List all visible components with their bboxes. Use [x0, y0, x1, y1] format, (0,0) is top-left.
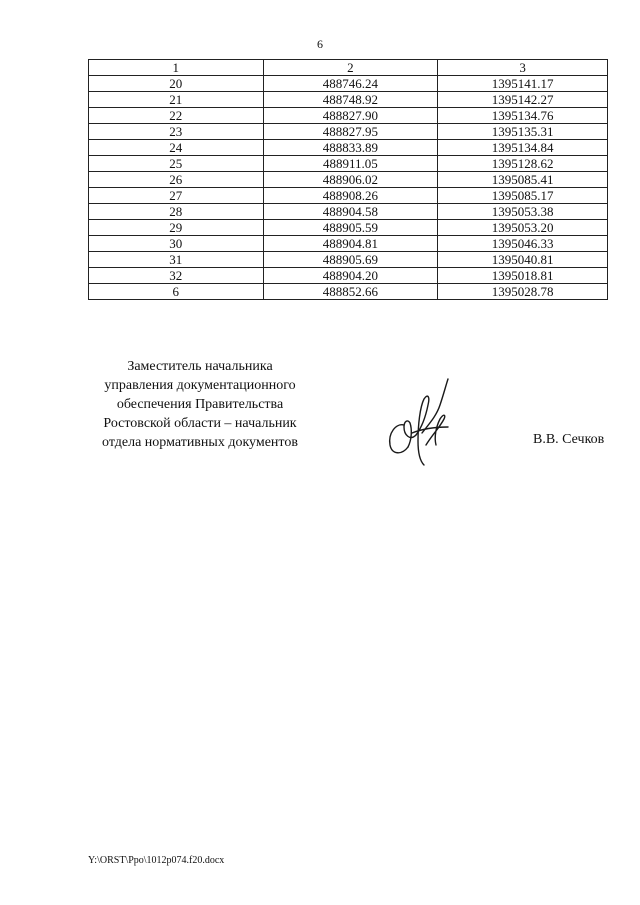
table-cell: 20 [89, 76, 264, 92]
table-cell: 29 [89, 220, 264, 236]
table-cell: 488746.24 [263, 76, 438, 92]
table-cell: 32 [89, 268, 264, 284]
table-cell: 24 [89, 140, 264, 156]
table-cell: 23 [89, 124, 264, 140]
position-title-line: Ростовской области – начальник [103, 416, 297, 431]
table-cell: 27 [89, 188, 264, 204]
table-cell: 1395135.31 [438, 124, 608, 140]
table-cell: 488827.90 [263, 108, 438, 124]
table-cell: 488852.66 [263, 284, 438, 300]
table-row [89, 76, 608, 92]
position-title [90, 357, 310, 452]
table-cell: 1395134.84 [438, 140, 608, 156]
table-cell: 488905.69 [263, 252, 438, 268]
table-cell: 488908.26 [263, 188, 438, 204]
table-cell: 488911.05 [263, 156, 438, 172]
table-cell: 488906.02 [263, 172, 438, 188]
handwritten-signature [382, 375, 462, 470]
position-title-line: отдела нормативных документов [102, 435, 298, 450]
table-cell: 31 [89, 252, 264, 268]
signature-block [90, 357, 310, 452]
table-cell: 1395141.17 [438, 76, 608, 92]
table-cell: 488827.95 [263, 124, 438, 140]
table-cell: 1395018.81 [438, 268, 608, 284]
table-row [89, 252, 608, 268]
table-cell: 488833.89 [263, 140, 438, 156]
table-cell: 1395085.41 [438, 172, 608, 188]
position-title-line: Заместитель начальника [127, 359, 273, 374]
table-row [89, 92, 608, 108]
table-body [89, 76, 608, 300]
file-path: Y:\ORST\Ppo\1012p074.f20.docx [88, 855, 225, 866]
table-cell: 1395142.27 [438, 92, 608, 108]
table-cell: 21 [89, 92, 264, 108]
table-cell: 488904.81 [263, 236, 438, 252]
table-row [89, 140, 608, 156]
table-cell: 1395028.78 [438, 284, 608, 300]
table-header-row [89, 60, 608, 76]
table-cell: 1395053.38 [438, 204, 608, 220]
table-row [89, 108, 608, 124]
table-row [89, 284, 608, 300]
table-cell: 1395128.62 [438, 156, 608, 172]
signer-name: В.В. Сечков [533, 432, 605, 447]
page-number: 6 [317, 37, 323, 51]
table-cell: 1395046.33 [438, 236, 608, 252]
table-cell: 6 [89, 284, 264, 300]
table-cell: 1395040.81 [438, 252, 608, 268]
table-row [89, 172, 608, 188]
table-cell: 488904.20 [263, 268, 438, 284]
table-cell: 488748.92 [263, 92, 438, 108]
table-row [89, 156, 608, 172]
table-cell: 26 [89, 172, 264, 188]
coordinates-table [88, 59, 608, 300]
table-cell: 28 [89, 204, 264, 220]
table-cell: 488904.58 [263, 204, 438, 220]
position-title-line: обеспечения Правительства [116, 397, 284, 412]
table-row [89, 220, 608, 236]
column-header: 1 [89, 60, 264, 76]
table-cell: 488905.59 [263, 220, 438, 236]
table-cell: 1395134.76 [438, 108, 608, 124]
table-cell: 1395085.17 [438, 188, 608, 204]
table-row [89, 268, 608, 284]
table-row [89, 204, 608, 220]
table-row [89, 188, 608, 204]
table-cell: 30 [89, 236, 264, 252]
column-header: 3 [438, 60, 608, 76]
table-row [89, 124, 608, 140]
table-row [89, 236, 608, 252]
table-cell: 22 [89, 108, 264, 124]
position-title-line: управления документационного [104, 378, 296, 393]
table-cell: 25 [89, 156, 264, 172]
column-header: 2 [263, 60, 438, 76]
table-cell: 1395053.20 [438, 220, 608, 236]
